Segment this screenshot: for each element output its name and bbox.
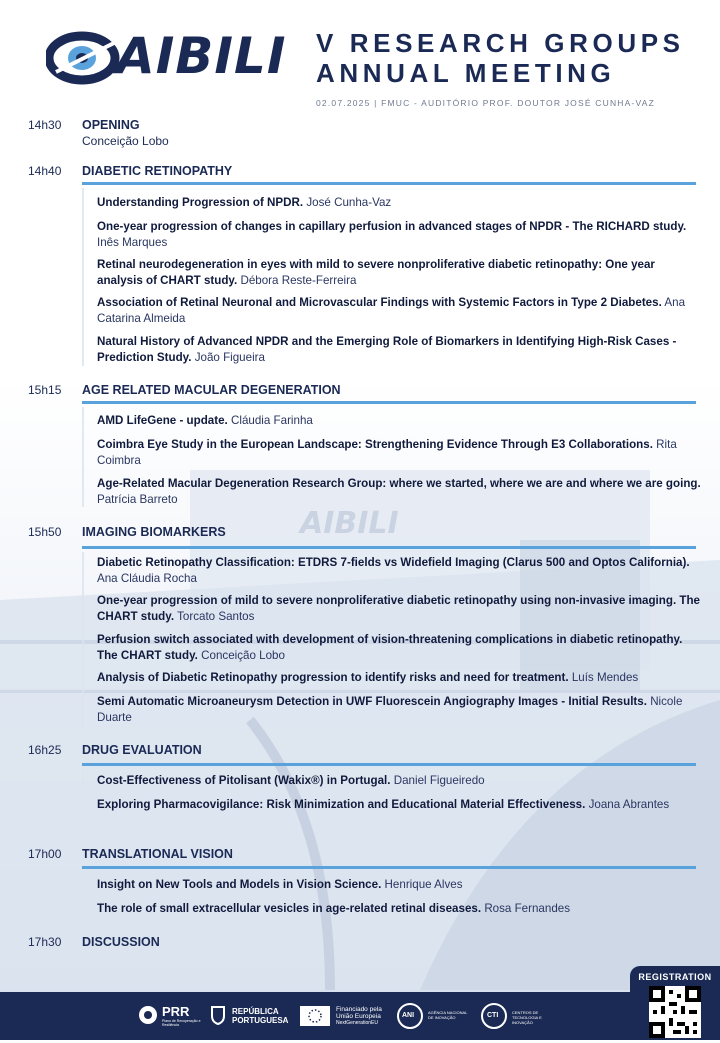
session-time: 14h40 [28, 164, 62, 178]
session-time: 15h15 [28, 383, 62, 397]
talk-item: Cost-Effectiveness of Pitolisant (Wakix®) in Portugal. Daniel Figueiredo [97, 774, 485, 787]
talk-item: Age-Related Macular Degeneration Research Group: where we started, where we are and where we are going. Patrícia Barreto [97, 477, 701, 506]
talk-item: Diabetic Retinopathy Classification: ETDRS 7-fields vs Widefield Imaging (Clarus 500 and Optos California). Ana Cláudia Rocha [97, 556, 690, 585]
event-date-venue: 02.07.2025 | FMUC - AUDITÓRIO PROF. DOUTOR JOSÉ CUNHA-VAZ [316, 98, 656, 108]
opening-title: OPENING [82, 118, 140, 132]
aibili-logo [46, 22, 287, 92]
session-time: 17h00 [28, 847, 62, 861]
session-title: AGE RELATED MACULAR DEGENERATION [82, 383, 341, 397]
talk-item: Coimbra Eye Study in the European Landscape: Strengthening Evidence Through E3 Collaborations. Rita Coimbra [97, 438, 677, 467]
talk-item: The role of small extracellular vesicles in age-related retinal diseases. Rosa Fernandes [97, 902, 571, 915]
talk-item: Insight on New Tools and Models in Vision Science. Henrique Alves [97, 878, 463, 891]
session-title: IMAGING BIOMARKERS [82, 525, 226, 539]
opening-time: 14h30 [28, 118, 62, 132]
qr-code-icon [649, 986, 701, 1038]
talk-item: Understanding Progression of NPDR. José Cunha-Vaz [97, 196, 392, 209]
session-time: 15h50 [28, 525, 62, 539]
session-time: 16h25 [28, 743, 62, 757]
session-divider [82, 546, 696, 549]
logo-wordmark: AIBILI [116, 27, 287, 85]
session-divider [82, 763, 696, 766]
session-divider [82, 401, 696, 404]
page-title: V RESEARCH GROUPS ANNUAL MEETING [316, 28, 685, 88]
watermark-logo: AIBILI [300, 506, 399, 541]
registration-panel [630, 966, 720, 1040]
eu-flag-icon [300, 1006, 330, 1026]
talk-item: Retinal neurodegeneration in eyes with mild to severe nonproliferative diabetic retinopathy: One year analysis of CHART study. Débora Reste-Ferreira [97, 258, 655, 287]
prr-icon [138, 1005, 158, 1025]
sponsor-footer: PRR Plano de Recuperação e Resiliência REPÚBLICA PORTUGUESA Financiado pela União Europeia NextGenerationEU ANI AGÊNCIA NACIONAL DE INOVAÇÃO CTI CENTROS DE TECNOLOGIA E INOVAÇÃO [0, 992, 720, 1040]
talk-item: Perfusion switch associated with development of vision-threatening complications in diabetic retinopathy. The CHART study. Conceição Lobo [97, 633, 683, 662]
session-title: DIABETIC RETINOPATHY [82, 164, 233, 178]
discussion-time: 17h30 [28, 935, 62, 949]
talk-item: AMD LifeGene - update. Cláudia Farinha [97, 414, 313, 427]
talk-item: One-year progression of changes in capillary perfusion in advanced stages of NPDR - The RICHARD study. Inês Marques [97, 220, 687, 249]
registration-label: REGISTRATION [638, 972, 712, 982]
talk-item: Exploring Pharmacovigilance: Risk Minimization and Educational Material Effectiveness. Joana Abrantes [97, 798, 670, 811]
session-divider [82, 866, 696, 869]
coat-of-arms-icon [210, 1005, 226, 1025]
session-title: TRANSLATIONAL VISION [82, 847, 233, 861]
discussion-title: DISCUSSION [82, 935, 160, 949]
opening-speaker: Conceição Lobo [82, 134, 169, 148]
registration-qr-code[interactable] [649, 986, 701, 1038]
talk-item: Association of Retinal Neuronal and Microvascular Findings with Systemic Factors in Type 2 Diabetes. Ana Catarina Almeida [97, 296, 686, 325]
talk-item: Natural History of Advanced NPDR and the Emerging Role of Biomarkers in Identifying High-Risk Cases - Prediction Study. João Figueira [97, 335, 677, 364]
session-title: DRUG EVALUATION [82, 743, 202, 757]
talk-item: One-year progression of mild to severe nonproliferative diabetic retinopathy using non-invasive imaging. The CHART study. Torcato Santos [97, 594, 700, 623]
talk-item: Semi Automatic Microaneurysm Detection in UWF Fluorescein Angiography Images - Initial Results. Nicole Duarte [97, 695, 683, 724]
session-divider [82, 182, 696, 185]
talk-item: Analysis of Diabetic Retinopathy progression to identify risks and need for treatment. Luís Mendes [97, 671, 639, 684]
